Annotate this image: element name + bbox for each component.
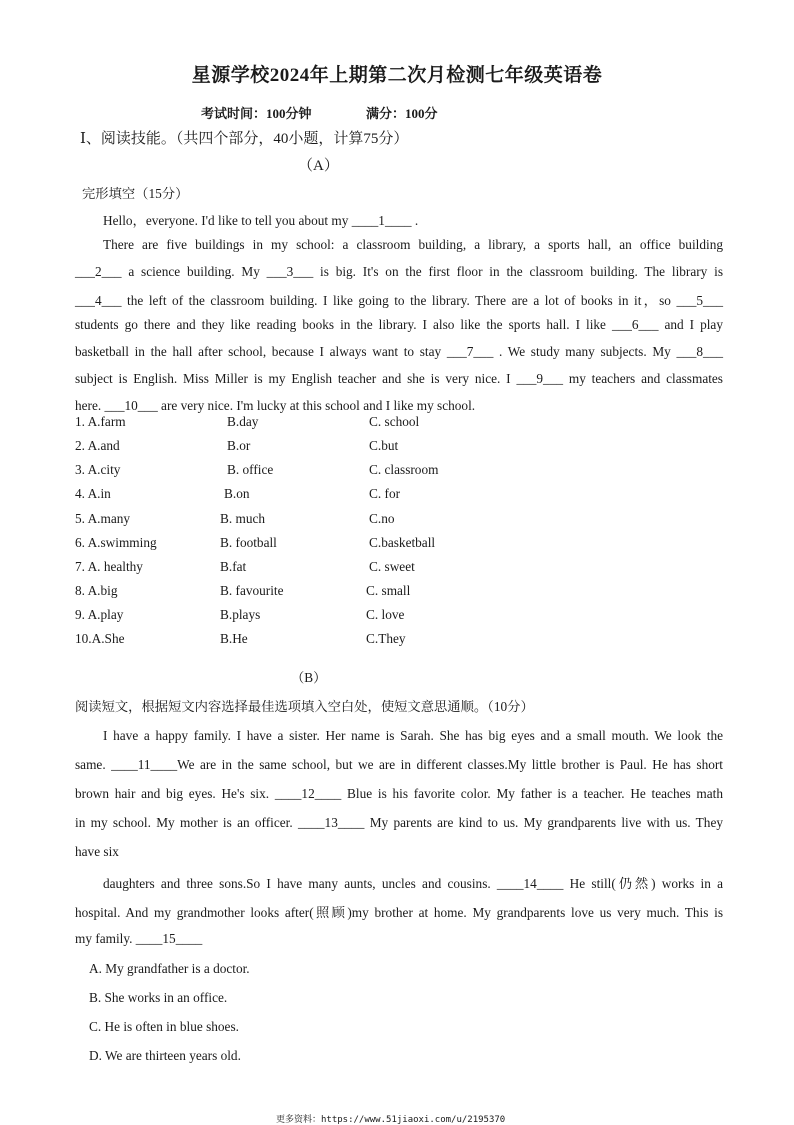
passage-a-line: basketball in the hall after school, because I always want to stay ___7___ . We study many subjects. My ___8___ [75, 344, 723, 359]
footer-link[interactable]: 更多资料：https://www.51jiaoxi.com/u/2195370 [276, 1115, 506, 1125]
section-b-instruction: 阅读短文，根据短文内容选择最佳选项填入空白处，使短文意思通顺。（10分） [75, 699, 534, 714]
passage-b-line: my family. ____15____ [75, 931, 203, 946]
passage-b-line: I have a happy family. I have a sister. Her name is Sarah. She has big eyes and a small mouth. We look the [103, 728, 723, 743]
option-c: C. small [366, 583, 411, 598]
passage-b-line: have six [75, 844, 119, 859]
exam-time: 考试时间：100分钟 [201, 106, 312, 121]
option-c: C.They [366, 631, 406, 646]
passage-a-line: ___2___ a science building. My ___3___ is big. It's on the first floor in the classroom building. The library is [75, 264, 723, 279]
passage-b-line: hospital. And my grandmother looks after(照顾)my brother at home. My grandparents love us very much. This is [75, 905, 723, 920]
section-a-instruction: 完形填空（15分） [82, 186, 189, 201]
option-a: 7. A. healthy [75, 559, 143, 574]
passage-a-line: subject is English. Miss Miller is my English teacher and she is very nice. I ___9___ my teachers and classmates [75, 371, 723, 386]
section-b-label: （B） [291, 670, 327, 685]
choice-a: A. My grandfather is a doctor. [89, 961, 250, 976]
option-c: C. school [369, 414, 420, 429]
option-a: 6. A.swimming [75, 535, 157, 550]
exam-title: 星源学校2024年上期第二次月检测七年级英语卷 [191, 65, 603, 86]
passage-b-line: in my school. My mother is an officer. ____13____ My parents are kind to us. My grandparents live with us. They [75, 815, 723, 830]
option-a: 9. A.play [75, 607, 124, 622]
option-b: B. favourite [220, 583, 284, 598]
option-b: B.day [227, 414, 259, 429]
choice-b: B. She works in an office. [89, 990, 228, 1005]
option-c: C. for [369, 486, 401, 501]
option-a: 10.A.She [75, 631, 125, 646]
option-b: B. office [227, 462, 274, 477]
choice-c: C. He is often in blue shoes. [89, 1019, 239, 1034]
option-b: B.or [227, 438, 251, 453]
option-b: B. much [220, 511, 266, 526]
option-b: B.plays [220, 607, 261, 622]
option-b: B. football [220, 535, 277, 550]
option-a: 4. A.in [75, 486, 111, 501]
option-a: 2. A.and [75, 438, 120, 453]
option-a: 8. A.big [75, 583, 118, 598]
option-a: 3. A.city [75, 462, 121, 477]
option-c: C. love [366, 607, 405, 622]
option-c: C.no [369, 511, 395, 526]
option-b: B.He [220, 631, 248, 646]
full-score: 满分：100分 [366, 106, 438, 121]
option-c: C.basketball [369, 535, 436, 550]
option-c: C.but [369, 438, 399, 453]
option-c: C. classroom [369, 462, 439, 477]
section-a-label: （A） [298, 158, 339, 174]
passage-a-line: students go there and they like reading books in the library. I also like the sports hall. I like ___6___ and I play [75, 317, 723, 332]
option-c: C. sweet [369, 559, 415, 574]
option-b: B.on [224, 486, 250, 501]
passage-b-line: daughters and three sons.So I have many aunts, uncles and cousins. ____14____ He still(仍然) works in a [103, 876, 723, 891]
passage-a-line: Hello，everyone. I'd like to tell you about my ____1____ . [103, 213, 419, 228]
option-b: B.fat [220, 559, 247, 574]
passage-a-line: ___4___ the left of the classroom building. I like going to the library. There are a lot of books in it，so ___5___ [75, 293, 723, 308]
option-a: 1. A.farm [75, 414, 126, 429]
choice-d: D. We are thirteen years old. [89, 1048, 241, 1063]
passage-a-line: There are five buildings in my school: a classroom building, a library, a sports hall, an office building [103, 237, 723, 252]
passage-b-line: brown hair and big eyes. He's six. ____12____ Blue is his favorite color. My father is a teacher. He teaches math [75, 786, 723, 801]
part1-heading: Ⅰ、阅读技能。（共四个部分，40小题，计算75分） [80, 131, 409, 147]
passage-b-line: same. ____11____We are in the same school, but we are in different classes.My little brother is Paul. He has short [75, 757, 723, 772]
option-a: 5. A.many [75, 511, 131, 526]
passage-a-line: here. ___10___ are very nice. I'm lucky at this school and I like my school. [75, 398, 476, 413]
